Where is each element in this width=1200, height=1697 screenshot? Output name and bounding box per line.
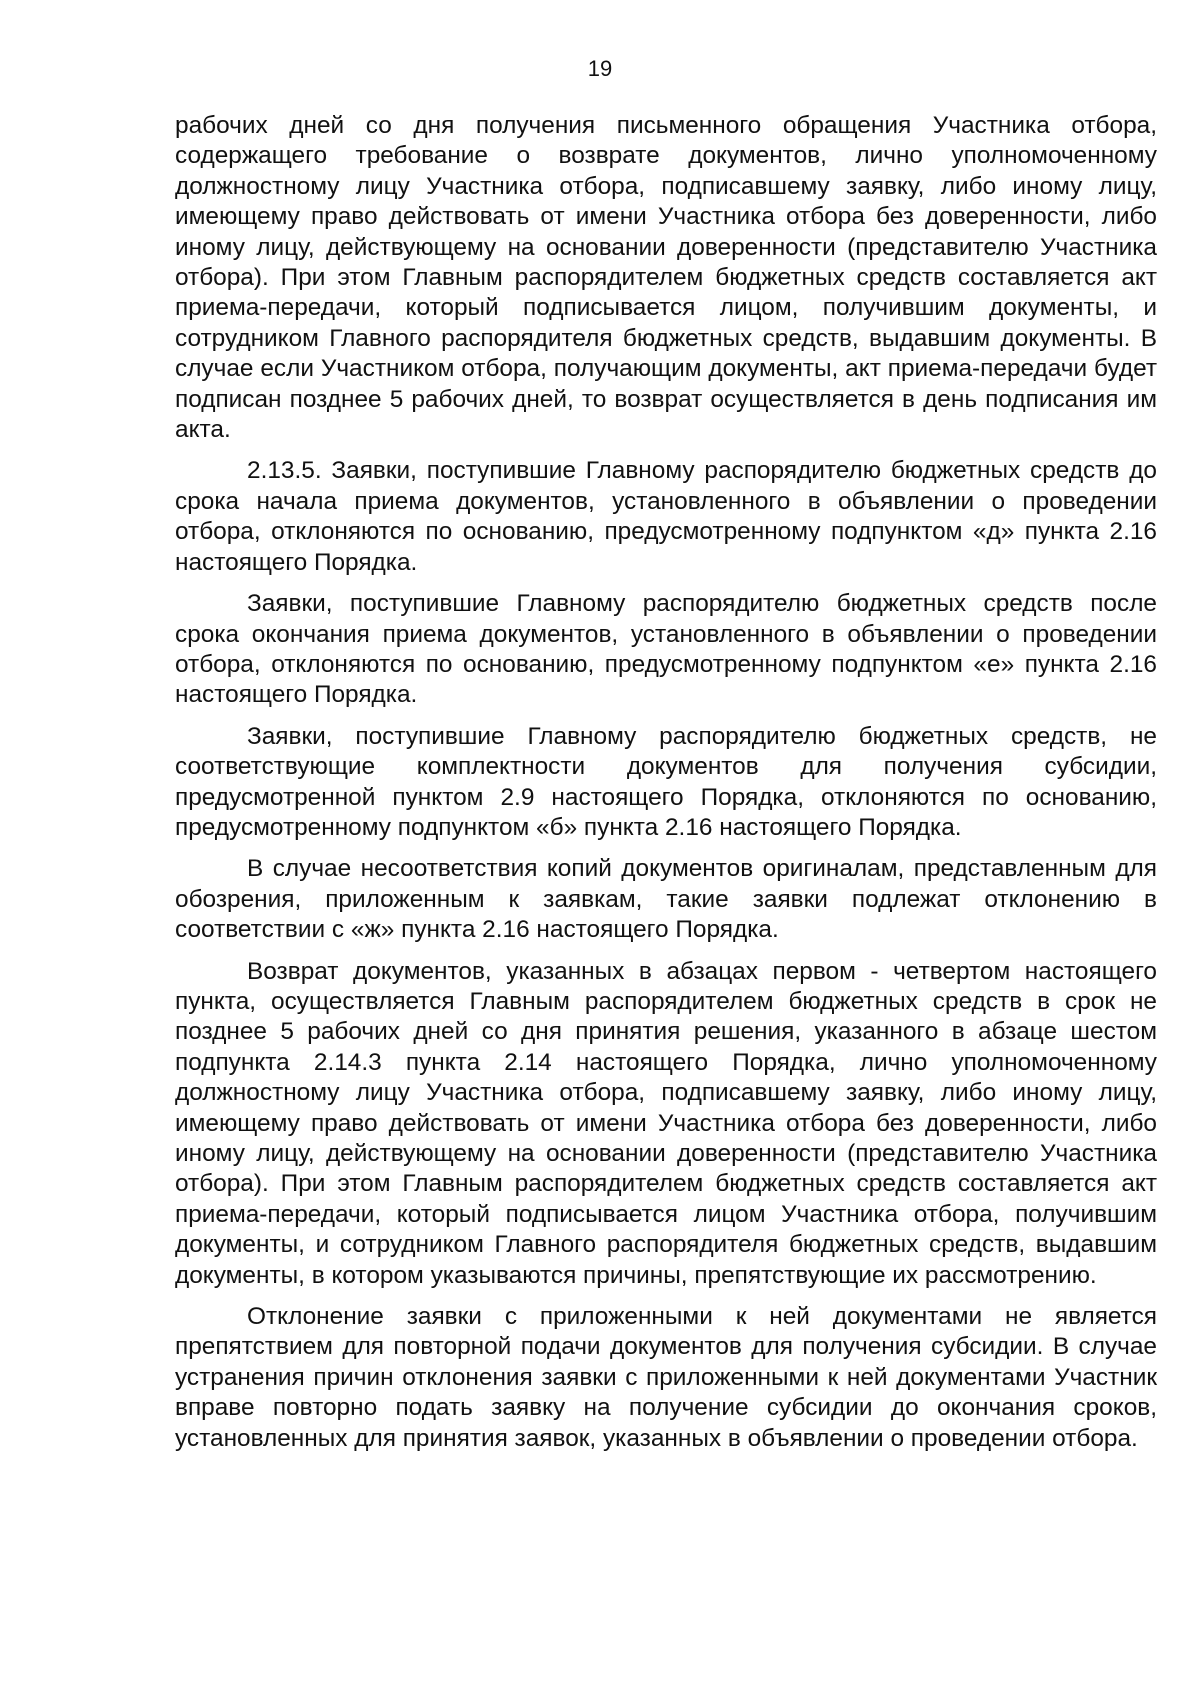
document-body	[175, 111, 1157, 1454]
paragraph-incomplete-applications: Заявки, поступившие Главному распорядителю бюджетных средств, не соответствующие комплектности документов для получения субсидии, предусмотренной пунктом 2.9 настоящего Порядка, отклоняются по основанию, предусмотренному подпунктом «б» пункта 2.16 настоящего Порядка.	[175, 722, 1157, 841]
paragraph-2-13-5: 2.13.5. Заявки, поступившие Главному распорядителю бюджетных средств до срока начала приема документов, установленного в объявлении о проведении отбора, отклоняются по основанию, предусмотренному подпунктом «д» пункта 2.16 настоящего Порядка.	[175, 457, 1157, 576]
page-number: 19	[587, 56, 613, 81]
paragraph-documents-return: Возврат документов, указанных в абзацах первом - четвертом настоящего пункта, осуществляется Главным распорядителем бюджетных средств в срок не позднее 5 рабочих дней со дня принятия решения, указанного в абзаце шестом подпункта 2.14.3 пункта 2.14 настоящего Порядка, лично уполномоченному должностному лицу Участника отбора, подписавшему заявку, либо иному лицу, имеющему право действовать от имени Участника отбора без доверенности, либо иному лицу, действующему на основании доверенности (представителю Участника отбора). При этом Главным распорядителем бюджетных средств составляется акт приема-передачи, который подписывается лицом Участника отбора, получившим документы, и сотрудником Главного распорядителя бюджетных средств, выдавшим документы, в котором указываются причины, препятствующие их рассмотрению.	[175, 957, 1157, 1289]
paragraph-copy-mismatch: В случае несоответствия копий документов оригиналам, представленным для обозрения, приложенным к заявкам, такие заявки подлежат отклонению в соответствии с «ж» пункта 2.16 настоящего Порядка.	[175, 855, 1157, 944]
paragraph-return-continuation: рабочих дней со дня получения письменного обращения Участника отбора, содержащего требование о возврате документов, лично уполномоченному должностному лицу Участника отбора, подписавшему заявку, либо иному лицу, имеющему право действовать от имени Участника отбора без доверенности, либо иному лицу, действующему на основании доверенности (представителю Участника отбора). При этом Главным распорядителем бюджетных средств составляется акт приема-передачи, который подписывается лицом, получившим документы, и сотрудником Главного распорядителя бюджетных средств, выдавшим документы. В случае если Участником отбора, получающим документы, акт приема-передачи будет подписан позднее 5 рабочих дней, то возврат осуществляется в день подписания им акта.	[175, 112, 1157, 444]
paragraph-late-applications: Заявки, поступившие Главному распорядителю бюджетных средств после срока окончания приема документов, установленного в объявлении о проведении отбора, отклоняются по основанию, предусмотренному подпунктом «е» пункта 2.16 настоящего Порядка.	[175, 590, 1157, 709]
paragraph-resubmission: Отклонение заявки с приложенными к ней документами не является препятствием для повторной подачи документов для получения субсидии. В случае устранения причин отклонения заявки с приложенными к ней документами Участник вправе повторно подать заявку на получение субсидии до окончания сроков, установленных для принятия заявок, указанных в объявлении о проведении отбора.	[175, 1303, 1157, 1452]
